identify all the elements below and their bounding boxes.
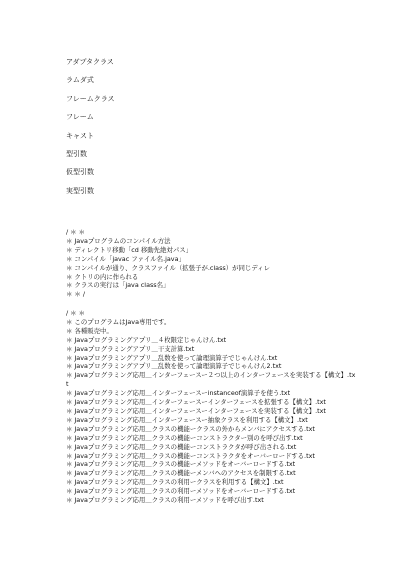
comment-line: ＊ このプログラムはJava専用です。 bbox=[66, 317, 171, 326]
comment-line: ＊ Javaプログラミングアプリ＿乱数を使って論理演算子でじゃんけん2.txt bbox=[66, 362, 282, 371]
comment-line: ＊ コンパイルが通り、クラスファイル（拡張子が.class）が同じディレ bbox=[66, 263, 270, 272]
term-item: フレームクラス bbox=[66, 94, 115, 103]
comment-line: ＊ Javaプログラミング応用＿インターフェースー抽象クラスを利用する【構文】.txt bbox=[66, 415, 308, 424]
comment-line: ＊ Javaプログラミング応用＿クラスの機能ーメンバへのアクセスを制限する.txt bbox=[66, 469, 296, 478]
comment-line: ＊ 各種販売中。 bbox=[66, 326, 113, 335]
comment-line: ＊ ディレクトリ移動「cd 移動先絶対パス」 bbox=[66, 245, 193, 254]
comment-line: ＊ Javaプログラミング応用＿インターフェースーインターフェースを拡張する【構文】.txt bbox=[66, 398, 326, 407]
term-item: 実型引数 bbox=[66, 186, 94, 195]
comment-line: ＊ Javaプログラミング応用＿クラスの機能ーコンストラクター別のを呼び出す.txt bbox=[66, 433, 303, 442]
term-item: フレーム bbox=[66, 113, 94, 122]
comment-line: ＊ Javaプログラミング応用＿クラスの機能ークラスの外からメンバにアクセスする.txt bbox=[66, 424, 315, 433]
comment-line: ＊ Javaプログラミング応用＿クラスの利用ークラスを利用する【構文】.txt bbox=[66, 478, 284, 487]
comment-line: ＊ Javaプログラミングアプリ＿乱数を使って論理演算子でじゃんけん.txt bbox=[66, 353, 278, 362]
comment-line: ＊ Javaプログラミング応用＿クラスの利用ーメソッドを呼び出す.txt bbox=[66, 496, 264, 505]
comment-line: ＊ クラスの実行は「java class名」 bbox=[66, 281, 170, 290]
comment-line: ＊ Javaプログラミングアプリ＿干支計算.txt bbox=[66, 344, 195, 353]
term-item: ラムダ式 bbox=[66, 76, 94, 85]
term-item: 型引数 bbox=[66, 149, 87, 158]
comment-line: ＊ ＊ / bbox=[66, 290, 85, 299]
comment-line: ＊ Javaプログラミング応用＿クラスの機能ーメソッドをオーバーロードする.txt bbox=[66, 460, 296, 469]
comment-line: ＊ Javaプログラミング応用＿クラスの利用ーメソッドをオーバーロードする.txt bbox=[66, 487, 296, 496]
comment-line: ＊ Javaプログラミング応用＿インターフェースーインターフェースを実装する【構文】.txt bbox=[66, 406, 326, 415]
comment-line: ＊ Javaプログラミング応用＿インターフェースーinstanceof演算子を使う.txt bbox=[66, 389, 291, 398]
comment-line: ＊ Javaプログラミングアプリ＿４枚限定じゃんけん.txt bbox=[66, 335, 227, 344]
comment-line: ＊ Javaプログラミング応用＿クラスの機能ーコンストラクタが呼び出される.txt bbox=[66, 442, 297, 451]
comment-line: ＊ Javaプログラミング応用＿インターフェースー２つ以上のインターフェースを実装する【構文】.txt bbox=[66, 371, 356, 389]
product-list-comment bbox=[66, 309, 356, 505]
comment-line: ＊ クトリの内に作られる bbox=[66, 272, 139, 281]
term-list bbox=[66, 58, 366, 205]
comment-line: ＊ Javaプログラミング応用＿クラスの機能ーコンストラクタをオーバーロードする.txt bbox=[66, 451, 315, 460]
term-item: アダプタクラス bbox=[66, 58, 114, 66]
comment-line: / ＊ ＊ bbox=[66, 228, 85, 236]
term-item: 仮型引数 bbox=[66, 168, 94, 177]
comment-line: / ＊ ＊ bbox=[66, 309, 85, 317]
comment-line: ＊ Javaプログラムのコンパイル方法 bbox=[66, 236, 171, 245]
compile-notes-comment bbox=[66, 228, 356, 299]
term-item: キャスト bbox=[66, 131, 94, 140]
comment-line: ＊ コンパイル「javac ファイル名.java」 bbox=[66, 254, 185, 263]
